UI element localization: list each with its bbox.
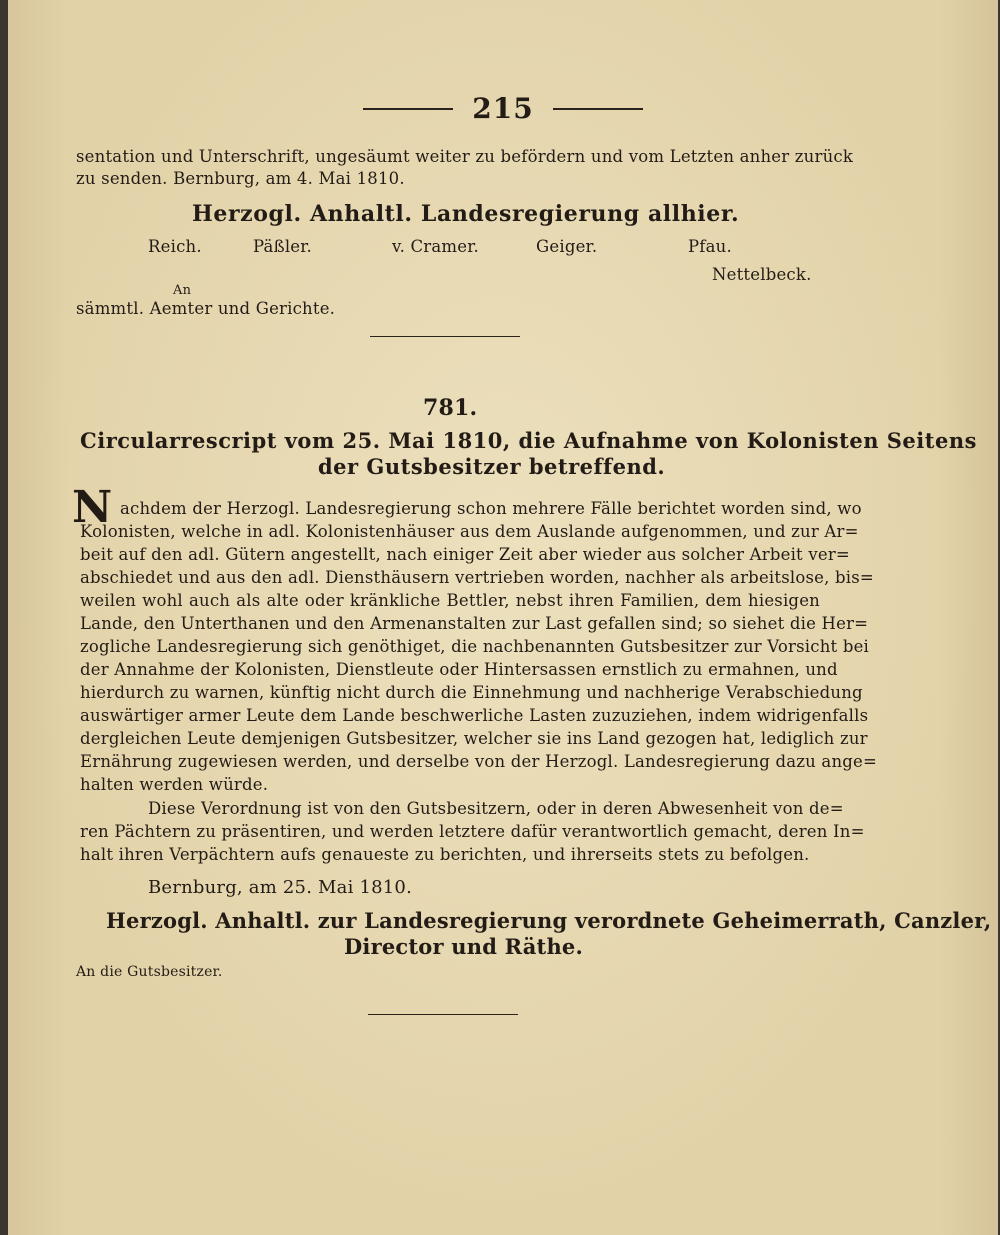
paragraph-2-line-3: halt ihren Verpächtern aufs genaueste zu berichten, und ihrerseits stets zu befolgen. [80,845,810,864]
address-prefix: An [173,283,192,298]
closing-line-1: Herzogl. Anhaltl. zur Landesregierung verordnete Geheimerrath, Canzler, [106,908,992,933]
paragraph-2-line-1: Diese Verordnung ist von den Gutsbesitzern, oder in deren Abwesenheit von de= [148,799,844,818]
paragraph-1-line-11: dergleichen Leute demjenigen Gutsbesitzer, welcher sie ins Land gezogen hat, lediglich zur [80,729,868,748]
paragraph-1-line-2: Kolonisten, welche in adl. Kolonistenhäuser aus dem Auslande aufgenommen, und zur Ar= [80,522,859,541]
paragraph-2-line-2: ren Pächtern zu präsentiren, und werden letztere dafür verantwortlich gemacht, deren In= [80,822,865,841]
paragraph-1-line-1: achdem der Herzogl. Landesregierung schon mehrere Fälle berichtet worden sind, wo [120,499,862,518]
paragraph-1-line-6: Lande, den Unterthanen und den Armenanstalten zur Last gefallen sind; so siehet die Her= [80,614,869,633]
drop-cap: N [72,482,113,533]
continuation-line-2: zu senden. Bernburg, am 4. Mai 1810. [76,169,405,188]
place-and-date: Bernburg, am 25. Mai 1810. [148,877,413,898]
paragraph-1-line-12: Ernährung zugewiesen werden, und derselbe von der Herzogl. Landesregierung dazu ange= [80,752,878,771]
address-recipients: sämmtl. Aemter und Gerichte. [76,299,336,318]
page-header [8,92,998,125]
section-title-line-1: Circularrescript vom 25. Mai 1810, die Aufnahme von Kolonisten Seitens [80,428,977,453]
signatory-4: Geiger. [536,237,598,256]
paragraph-1-line-5: weilen wohl auch als alte oder kränkliche Bettler, nebst ihren Familien, dem hiesigen [80,591,820,610]
authority-heading: Herzogl. Anhaltl. Landesregierung allhier. [192,201,740,227]
paragraph-1-line-7: zogliche Landesregierung sich genöthiget, die nachbenannten Gutsbesitzer zur Vorsicht bei [80,637,870,656]
paragraph-1-line-13: halten werden würde. [80,775,269,794]
section-title-line-2: der Gutsbesitzer betreffend. [318,454,666,479]
document-page [8,0,998,1235]
signatory-3: v. Cramer. [392,237,479,256]
paragraph-1-line-9: hierdurch zu warnen, künftig nicht durch die Einnehmung und nachherige Verabschiedung [80,683,863,702]
signatory-1: Reich. [148,237,202,256]
section-divider-top [370,336,520,337]
section-divider-bottom [368,1014,518,1015]
signatory-6: Nettelbeck. [712,265,812,284]
paragraph-1-line-10: auswärtiger armer Leute dem Lande beschwerliche Lasten zuzuziehen, indem widrigenfalls [80,706,869,725]
continuation-line-1: sentation und Unterschrift, ungesäumt weiter zu befördern und vom Letzten anher zurück [76,147,854,166]
paragraph-1-line-8: der Annahme der Kolonisten, Dienstleute oder Hintersassen ernstlich zu ermahnen, und [80,660,838,679]
header-rule-right [553,108,643,110]
paragraph-1-line-3: beit auf den adl. Gütern angestellt, nach einiger Zeit aber wieder aus solcher Arbeit ver= [80,545,850,564]
address-gutsbesitzer: An die Gutsbesitzer. [76,964,223,980]
signatory-2: Päßler. [253,237,312,256]
section-number: 781. [423,395,478,421]
header-rule-left [363,108,453,110]
closing-line-2: Director und Räthe. [344,934,583,959]
signatory-5: Pfau. [688,237,732,256]
page-number: 215 [472,92,534,125]
paragraph-1-line-4: abschiedet und aus den adl. Diensthäusern vertrieben worden, nachher als arbeitslose, bis= [80,568,874,587]
